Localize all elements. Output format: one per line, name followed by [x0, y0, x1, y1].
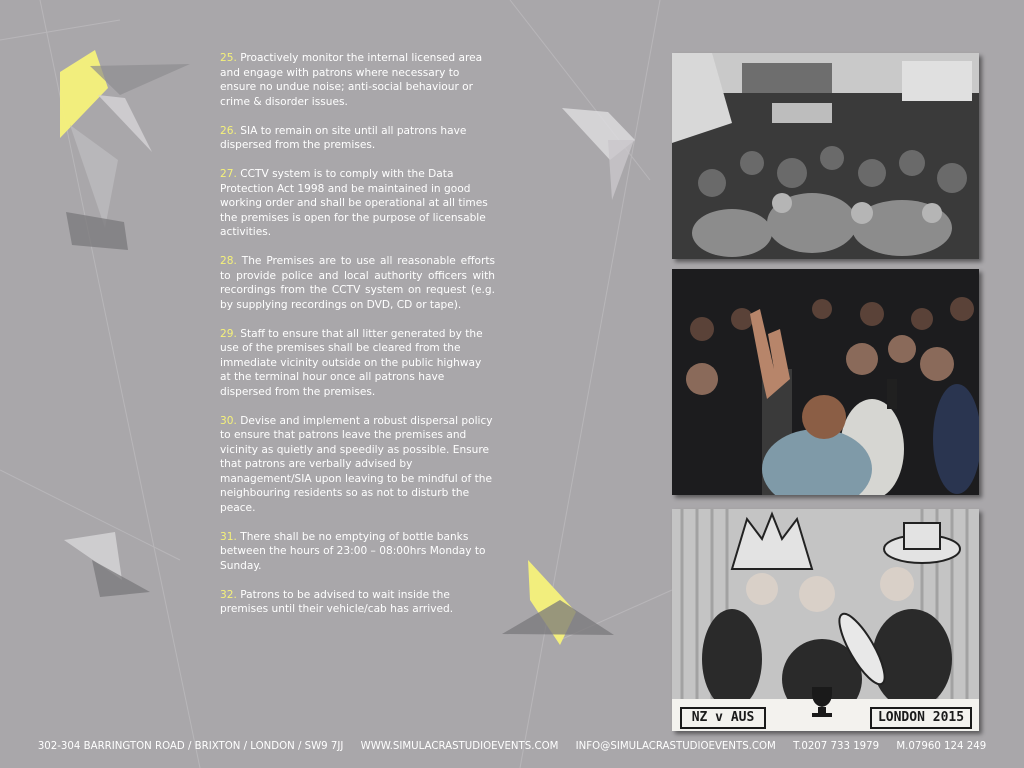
footer-contact-bar — [0, 741, 1024, 752]
clause-25: 25. Proactively monitor the internal licensed area and engage with patrons where necessary to ensure no undue noise; anti-social behaviour or crime & disorder issues. — [220, 52, 483, 108]
clause-27: 27. CCTV system is to comply with the Data Protection Act 1998 and be maintained in good working order and shall be operational at all times the premises is open for the purpose of licensable activities. — [220, 168, 488, 238]
clause-32: 32. Patrons to be advised to wait inside the premises until their vehicle/cab has arrived. — [220, 588, 454, 615]
clause-28: 28. The Premises are to use all reasonable efforts to provide police and local authority officers with recordings from the CCTV system on request (e.g. by supplying recordings on DVD, CD or tape). — [220, 255, 496, 311]
clause-29: 29. Staff to ensure that all litter generated by the use of the premises shall be cleared from the immediate vicinity outside on the public highway at the terminal hour once all patrons have dispersed from the premises. — [220, 327, 483, 398]
origami-shape-bottom-middle — [502, 560, 614, 645]
nz-aus-sign: NZ v AUS — [680, 707, 766, 729]
origami-shape-top-left — [60, 50, 190, 250]
origami-shape-top-right — [562, 108, 635, 200]
footer-address: 302-304 BARRINGTON ROAD / BRIXTON / LONDON / SW9 7JJ — [37, 741, 344, 752]
clause-26: 26. SIA to remain on site until all patrons have dispersed from the premises. — [220, 124, 467, 151]
licensing-conditions-list — [220, 51, 495, 631]
crowd-closeup-photo — [672, 269, 979, 495]
photo-booth-photo — [672, 509, 979, 731]
origami-shape-bottom-left — [64, 532, 150, 597]
venue-crowd-photo — [672, 53, 979, 259]
clause-31: 31. There shall be no emptying of bottle banks between the hours of 23:00 – 08:00hrs Monday to Sunday. — [220, 530, 486, 572]
footer-mobile: M.07960 124 249 — [896, 741, 987, 752]
clause-30: 30. Devise and implement a robust dispersal policy to ensure that patrons leave the premises and vicinity as quietly and speedily as possible. Ensure that patrons are verbally advised by management/SIA upon leaving to be mindful of the neighbouring residents so as not to disturb the peace. — [220, 414, 493, 514]
footer-website-link[interactable]: WWW.SIMULACRASTUDIOEVENTS.COM — [360, 741, 559, 752]
london-2015-sign: LONDON 2015 — [870, 707, 972, 729]
footer-telephone: T.0207 733 1979 — [793, 741, 880, 752]
footer-email-link[interactable]: INFO@SIMULACRASTUDIOEVENTS.COM — [575, 741, 776, 752]
